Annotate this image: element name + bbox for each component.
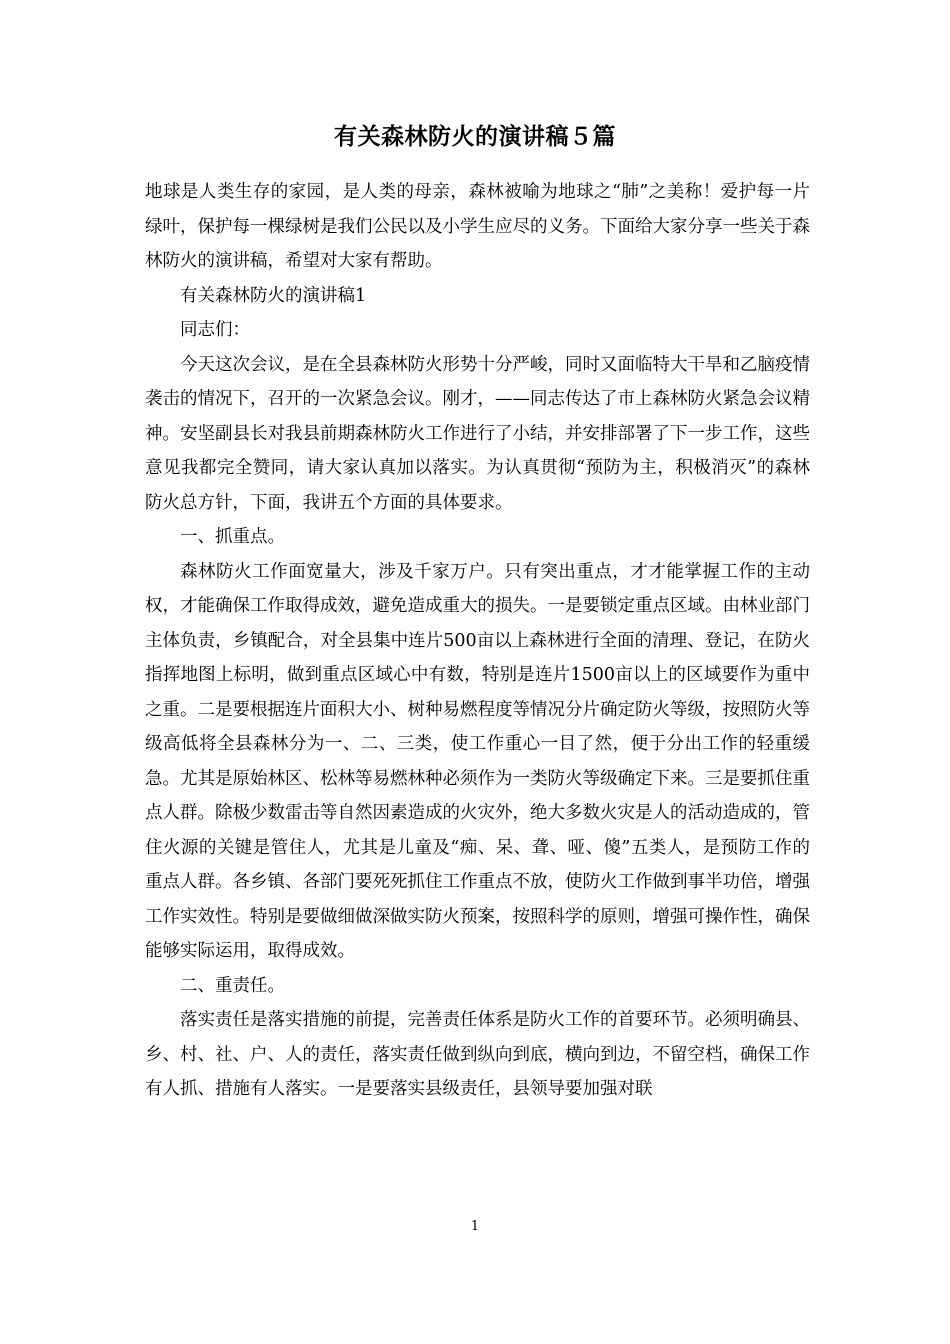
page-number: 1	[470, 1219, 480, 1234]
intro-paragraph: 地球是人类生存的家园，是人类的母亲，森林被喻为地球之“肺”之美称！爱护每一片绿叶，保护每一棵绿树是我们公民以及小学生应尽的义务。下面给大家分享一些关于森林防火的演讲稿，希望对大家有帮助。	[145, 182, 810, 271]
salutation: 同志们：	[180, 320, 250, 340]
document-body	[145, 175, 810, 1107]
document-title: 有关森林防火的演讲稿５篇	[334, 124, 616, 150]
section-heading-1: 一、抓重点。	[180, 527, 285, 547]
section-heading-2: 二、重责任。	[180, 975, 285, 996]
body-paragraph: 落实责任是落实措施的前提，完善责任体系是防火工作的首要环节。必须明确县、乡、村、社、户、人的责任，落实责任做到纵向到底，横向到边，不留空档，确保工作有人抓、措施有人落实。一是要落实县级责任，县领导要加强对联	[145, 1010, 810, 1099]
body-paragraph: 森林防火工作面宽量大，涉及千家万户。只有突出重点，才才能掌握工作的主动权，才能确保工作取得成效，避免造成重大的损失。一是要锁定重点区域。由林业部门主体负责，乡镇配合，对全县集中连片500亩以上森林进行全面的清理、登记，在防火指挥地图上标明，做到重点区域心中有数，特别是连片1500亩以上的区域要作为重中之重。二是要根据连片面积大小、树种易燃程度等情况分片确定防火等级，按照防火等级高低将全县森林分为一、二、三类，使工作重心一目了然，便于分出工作的轻重缓急。尤其是原始林区、松林等易燃林种必须作为一类防火等级确定下来。三是要抓住重点人群。除极少数雷击等自然因素造成的火灾外，绝大多数火灾是人的活动造成的，管住火源的关键是管住人，尤其是儿童及“痴、呆、聋、哑、傻”五类人，是预防工作的重点人群。各乡镇、各部门要死死抓住工作重点不放，使防火工作做到事半功倍，增强工作实效性。特别是要做细做深做实防火预案，按照科学的原则，增强可操作性，确保能够实际运用，取得成效。	[145, 561, 810, 961]
speech-heading: 有关森林防火的演讲稿1	[180, 285, 367, 306]
body-paragraph: 今天这次会议，是在全县森林防火形势十分严峻，同时又面临特大干旱和乙脑疫情袭击的情况下，召开的一次紧急会议。刚才，——同志传达了市上森林防火紧急会议精神。安坚副县长对我县前期森林防火工作进行了小结，并安排部署了下一步工作，这些意见我都完全赞同，请大家认真加以落实。为认真贯彻“预防为主，积极消灭”的森林防火总方针，下面，我讲五个方面的具体要求。	[145, 354, 810, 513]
